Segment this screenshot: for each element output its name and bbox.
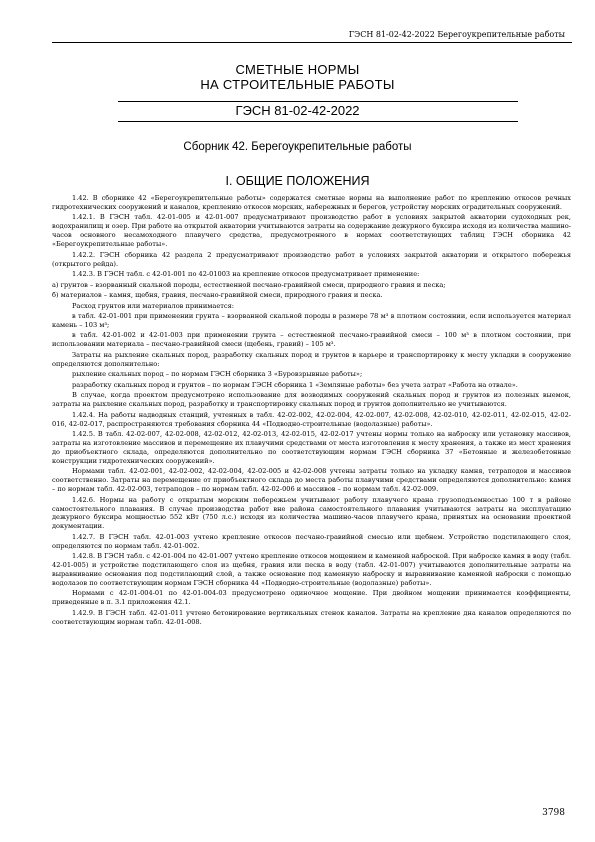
paragraph: 1.42.4. На работы надводных станций, учтенных в табл. 42-02-002, 42-02-004, 42-02-007, 42-02-008, 42-02-010, 42-02-011, 42-02-015, 42-02-016, 42-02-017, распространяются требования сборника 44 «Подводно-строительные (водолазные) работы». bbox=[52, 410, 571, 428]
paragraph: 1.42.2. ГЭСН сборника 42 раздела 2 предусматривают производство работ в условиях закрытой акватории и открытого побережья (открытого рейда). bbox=[52, 250, 571, 268]
paragraph: Нормами с 42-01-004-01 по 42-01-004-03 предусмотрено одиночное мощение. При двойном мощении принимается коэффициенты, приведенные в п. 3.1 приложения 42.1. bbox=[52, 589, 571, 607]
document-title-line-1: СМЕТНЫЕ НОРМЫ bbox=[235, 62, 360, 77]
paragraph: разработку скальных пород и грунтов – по нормам ГЭСН сборника 1 «Земляные работы» без учета затрат «Работа на отвале». bbox=[72, 380, 518, 389]
paragraph: а) грунтов – взорванный скальной породы, естественной песчано-гравийной смеси, природного гравия и песка; bbox=[52, 280, 446, 289]
paragraph: рыхление скальных пород – по нормам ГЭСН сборника 3 «Буровзрывные работы»; bbox=[72, 370, 363, 379]
paragraph: в табл. 42-01-002 и 42-01-003 при применении грунта – естественной песчано-гравийной смеси – 100 м³ в плотном состоянии, при использовании материала – песчано-гравийной смеси (щебень, гравий) – 105 м³. bbox=[52, 331, 571, 349]
code-rule-top bbox=[118, 101, 518, 102]
header-divider bbox=[52, 42, 572, 43]
document-title bbox=[0, 62, 595, 92]
paragraph: в табл. 42-01-001 при применении грунта – взорванной скальной породы в размере 78 м³ в плотном состоянии, если используется материал камень – 103 м³; bbox=[52, 312, 571, 329]
collection-title: Сборник 42. Берегоукрепительные работы bbox=[183, 141, 412, 153]
paragraph: 1.42.6. Нормы на работу с открытым морским побережьем учитывают работу плавучего крана грузоподъемностью 100 т в районе самостоятельного плавания. В случае производства работ вне района самостоятельного плавания учитываются затраты на эксплуатацию дежурного буксира мощностью 552 кВт (750 л.с.) исходя из количества машино-часов плавучего крана, принятых на основании проектной документации. bbox=[52, 495, 571, 531]
paragraph: 1.42.1. В ГЭСН табл. 42-01-005 и 42-01-007 предусматривают производство работ в условиях закрытой акватории судоходных рек, водохранилищ и озер. При работе на открытой акватории учитываются затраты на содержание дежурного буксира исходя из количества машино-часов основного несамоходного плавучего средства, предусмотренного в нормах соответствующих таблиц ГЭСН сборника 42 «Берегоукрепительные работы». bbox=[52, 213, 571, 249]
paragraph: 1.42.9. В ГЭСН табл. 42-01-011 учтено бетонирование вертикальных стенок каналов. Затраты на крепление дна каналов определяются по соответствующим нормам табл. 42-01-008. bbox=[52, 608, 571, 626]
paragraph: б) материалов – камня, щебня, гравия, песчано-гравийной смеси, природного гравия и песка. bbox=[52, 291, 383, 300]
section-title: I. ОБЩИЕ ПОЛОЖЕНИЯ bbox=[225, 174, 370, 188]
paragraph: Нормами табл. 42-02-001, 42-02-002, 42-02-004, 42-02-005 и 42-02-008 учтены затраты только на укладку камня, тетраподов и массивов соответственно. Затраты на перемещение от приобъектного склада до места работы плавучими средствами определяются дополнительно: камня – по нормам табл. 42-02-003, тетраподов – по нормам табл. 42-02-006 и массивов – по нормам табл. 42-02-009. bbox=[52, 467, 571, 494]
paragraph: В случае, когда проектом предусмотрено использование для возводимых сооружений скальных пород и грунтов из полезных выемок, затраты на рыхление скальных пород, разработку и транспортировку скальных пород и грунтов дополнительно не учитываются. bbox=[52, 391, 571, 409]
paragraph: 1.42.3. В ГЭСН табл. с 42-01-001 по 42-01003 на крепление откосов предусматривает применение: bbox=[72, 270, 420, 279]
paragraph: 1.42. В сборнике 42 «Берегоукрепительные работы» содержатся сметные нормы на выполнение работ по креплению откосов речных гидротехнических сооружений и каналов, креплению откосов морских, набережных и берегов, устройству морских оградительных сооружений. bbox=[52, 194, 571, 211]
body-text bbox=[52, 194, 571, 628]
paragraph: 1.42.8. В ГЭСН табл. с 42-01-004 по 42-01-007 учтено крепление откосов мощением и каменной наброской. При наброске камня в воду (табл. 42-01-005) и устройстве подстилающего слоя из щебня, гравия или песка в воду (табл. 42-01-007) учитываются дополнительные затраты на выравнивание основания под подстилающий слой, а также основание под каменную наброску и выравнивание каменной наброски с помощью водолазов по соответствующим нормам ГЭСН сборника 44 «Подводно-строительные (водолазные) работы». bbox=[52, 552, 571, 587]
paragraph: Затраты на рыхление скальных пород, разработку скальных пород и грунтов в карьере и транспортировку к месту укладки в сооружение определяются дополнительно: bbox=[52, 350, 571, 368]
page-number: 3798 bbox=[542, 808, 565, 818]
code-rule-bottom bbox=[118, 121, 518, 122]
document-code: ГЭСН 81-02-42-2022 bbox=[235, 103, 360, 118]
paragraph: 1.42.5. В табл. 42-02-007, 42-02-008, 42-02-012, 42-02-013, 42-02-015, 42-02-017 учтены нормы только на наброску или установку массивов, затраты на изготовление массивов и перемещение их плавучими средствами от места изготовления к месту хранения, а также из мест хранения до приобъектного склада, определяются дополнительно по соответствующим нормам ГЭСН сборника 37 «Бетонные и железобетонные конструкции гидротехнических сооружений». bbox=[52, 430, 571, 465]
paragraph: 1.42.7. В ГЭСН табл. 42-01-003 учтено крепление откосов песчано-гравийной смесью или щебнем. Устройство подстилающего слоя, определяются по нормам табл. 42-01-002. bbox=[52, 532, 571, 550]
paragraph: Расход грунтов или материалов принимается: bbox=[72, 301, 234, 310]
running-header: ГЭСН 81-02-42-2022 Берегоукрепительные работы bbox=[348, 30, 565, 39]
document-title-line-2: НА СТРОИТЕЛЬНЫЕ РАБОТЫ bbox=[200, 77, 395, 92]
